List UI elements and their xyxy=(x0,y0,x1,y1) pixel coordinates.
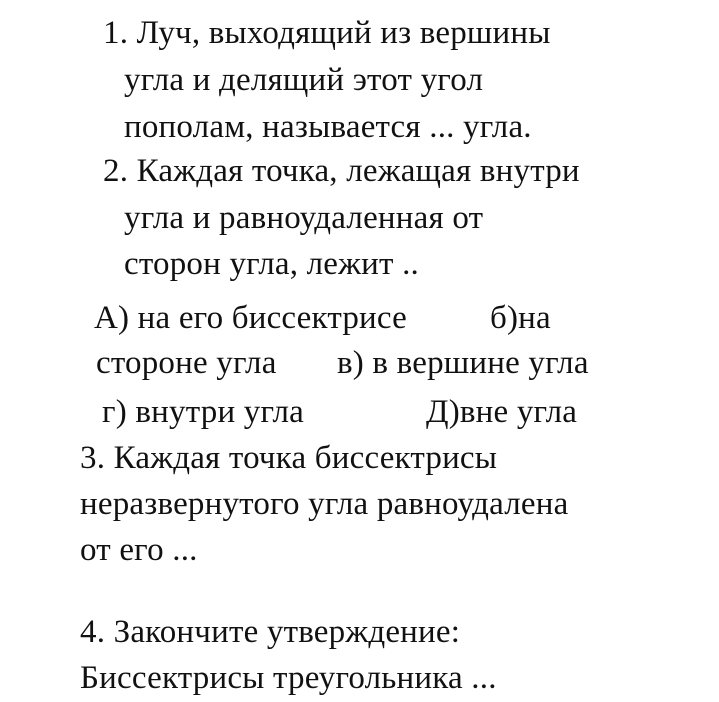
question-1-line-1: 1. Луч, выходящий из вершины xyxy=(103,15,551,51)
option-a: А) на его биссектрисе xyxy=(94,300,408,336)
option-b-part2: стороне угла xyxy=(96,345,277,381)
option-g: г) внутри угла xyxy=(102,394,305,430)
question-1-line-3: пополам, называется ... угла. xyxy=(124,109,532,145)
question-4-line-1: 4. Закончите утверждение: xyxy=(80,614,461,650)
question-3-line-1: 3. Каждая точка биссектрисы xyxy=(80,440,498,476)
option-v: в) в вершине угла xyxy=(337,345,589,381)
question-2-line-1: 2. Каждая точка, лежащая внутри xyxy=(103,153,580,189)
question-1-line-2: угла и делящий этот угол xyxy=(124,62,484,98)
question-2-line-2: угла и равноудаленная от xyxy=(124,200,484,236)
question-3-line-3: от его ... xyxy=(80,532,198,568)
question-3-line-2: неразвернутого угла равноудалена xyxy=(80,486,569,522)
question-4-line-2: Биссектрисы треугольника ... xyxy=(80,660,497,696)
option-b-part1: б)на xyxy=(490,300,551,336)
question-2-line-3: сторон угла, лежит .. xyxy=(124,246,419,282)
option-d: Д)вне угла xyxy=(426,394,578,430)
